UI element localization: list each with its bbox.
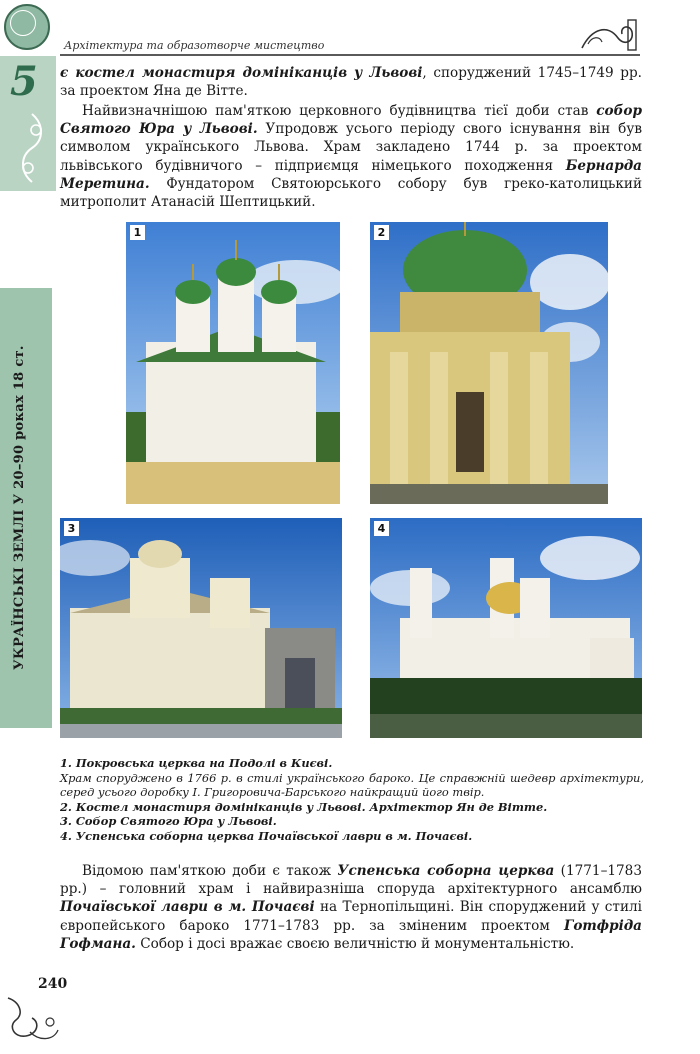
- paragraph-1-text: , споруджений 1745–1749 рр. за проектом Яна де Вітте.: [60, 65, 643, 100]
- caption-4: 4. Успенська соборна церква Почаївської лаври в м. Почаєві.: [60, 828, 473, 843]
- header-title: Архітектура та образотворче мистецтво: [64, 39, 325, 52]
- caption-2: 2. Костел монастиря домініканців у Львові. Архітектор Ян де Вітте.: [60, 799, 548, 814]
- church-illustration-2: [370, 222, 608, 504]
- caption-3: 3. Собор Святого Юра у Львові.: [60, 814, 277, 829]
- photo-dominican-church: [370, 222, 608, 504]
- photo-pokrovska-church: [126, 222, 340, 504]
- paragraph-3-emphasis-b: Успенська соборна церква: [337, 863, 555, 879]
- church-illustration-1: [126, 222, 340, 504]
- paragraph-3: [60, 862, 642, 953]
- paragraph-2-text-c: Упродовж усього періоду свого існування він був символом українського Львова. Храм закладено 1744 р. за проектом львівського будівничого – підприємця німецького походження: [60, 121, 642, 174]
- ornament-bottom-icon: [4, 992, 62, 1048]
- photo-number-4: 4: [374, 521, 389, 536]
- caption-1: 1. Покровська церква на Подолі в Києві.: [60, 756, 333, 770]
- paragraph-2-text-e: Фундатором Святоюрського собору був греко-католицький митрополит Атанасій Шептицький.: [60, 175, 642, 211]
- church-illustration-3: [60, 518, 342, 738]
- photo-number-3: 3: [64, 521, 79, 536]
- paragraph-3-text-a: Відомою пам'яткою доби є також: [82, 863, 338, 879]
- paragraph-2-emphasis-d: Бернарда Меретина.: [60, 157, 642, 192]
- paragraph-3-emphasis-d: Почаївської лаври в м. Почаєві: [60, 899, 315, 916]
- photo-captions: [60, 756, 644, 844]
- seal-inner-ring: [10, 10, 36, 36]
- photo-number-2: 2: [374, 225, 389, 240]
- paragraph-3-text-g: Собор і досі вражає своєю величністю й монументальністю.: [135, 935, 575, 952]
- paragraph-3-emphasis-f: Готфріда Гофмана.: [60, 917, 642, 952]
- header-rule: [60, 54, 640, 56]
- photo-st-george-cathedral: [60, 518, 342, 738]
- paragraph-2: [60, 102, 642, 211]
- caption-1-description: Храм споруджено в 1766 р. в стилі українського бароко. Це справжній шедевр архітектури, серед усього доробку І. Григоровича-Барського найкращий його твір.: [60, 770, 644, 800]
- paragraph-3-text-e: на Тернопільщині. Він споруджений у стилі європейського бароко 1771–1783 рр. за зміненим проектом: [60, 899, 642, 934]
- paragraph-2-text-a: Найвизначнішою пам'яткою церковного будівництва тієї доби став: [82, 103, 597, 119]
- paragraph-1-emphasis: є костел монастиря домініканців у Львові: [60, 65, 423, 81]
- paragraph-3-text-c: (1771–1783 рр.) – головний храм і найвиразніша споруда архітектурного ансамблю: [60, 863, 642, 898]
- church-illustration-4: [370, 518, 642, 738]
- ornament-top-icon: [578, 14, 638, 54]
- ornament-left-icon: [14, 110, 50, 188]
- chapter-number: 5: [10, 58, 38, 105]
- paragraph-2-emphasis-b: собор Святого Юра у Львові.: [60, 103, 642, 138]
- photo-pochaiv-lavra: [370, 518, 642, 738]
- side-section-label: УКРАЇНСЬКІ ЗЕМЛІ У 20–90 роках 18 ст.: [12, 345, 27, 671]
- photo-number-1: 1: [130, 225, 145, 240]
- paragraph-1: [60, 64, 642, 100]
- page-number: 240: [38, 976, 68, 992]
